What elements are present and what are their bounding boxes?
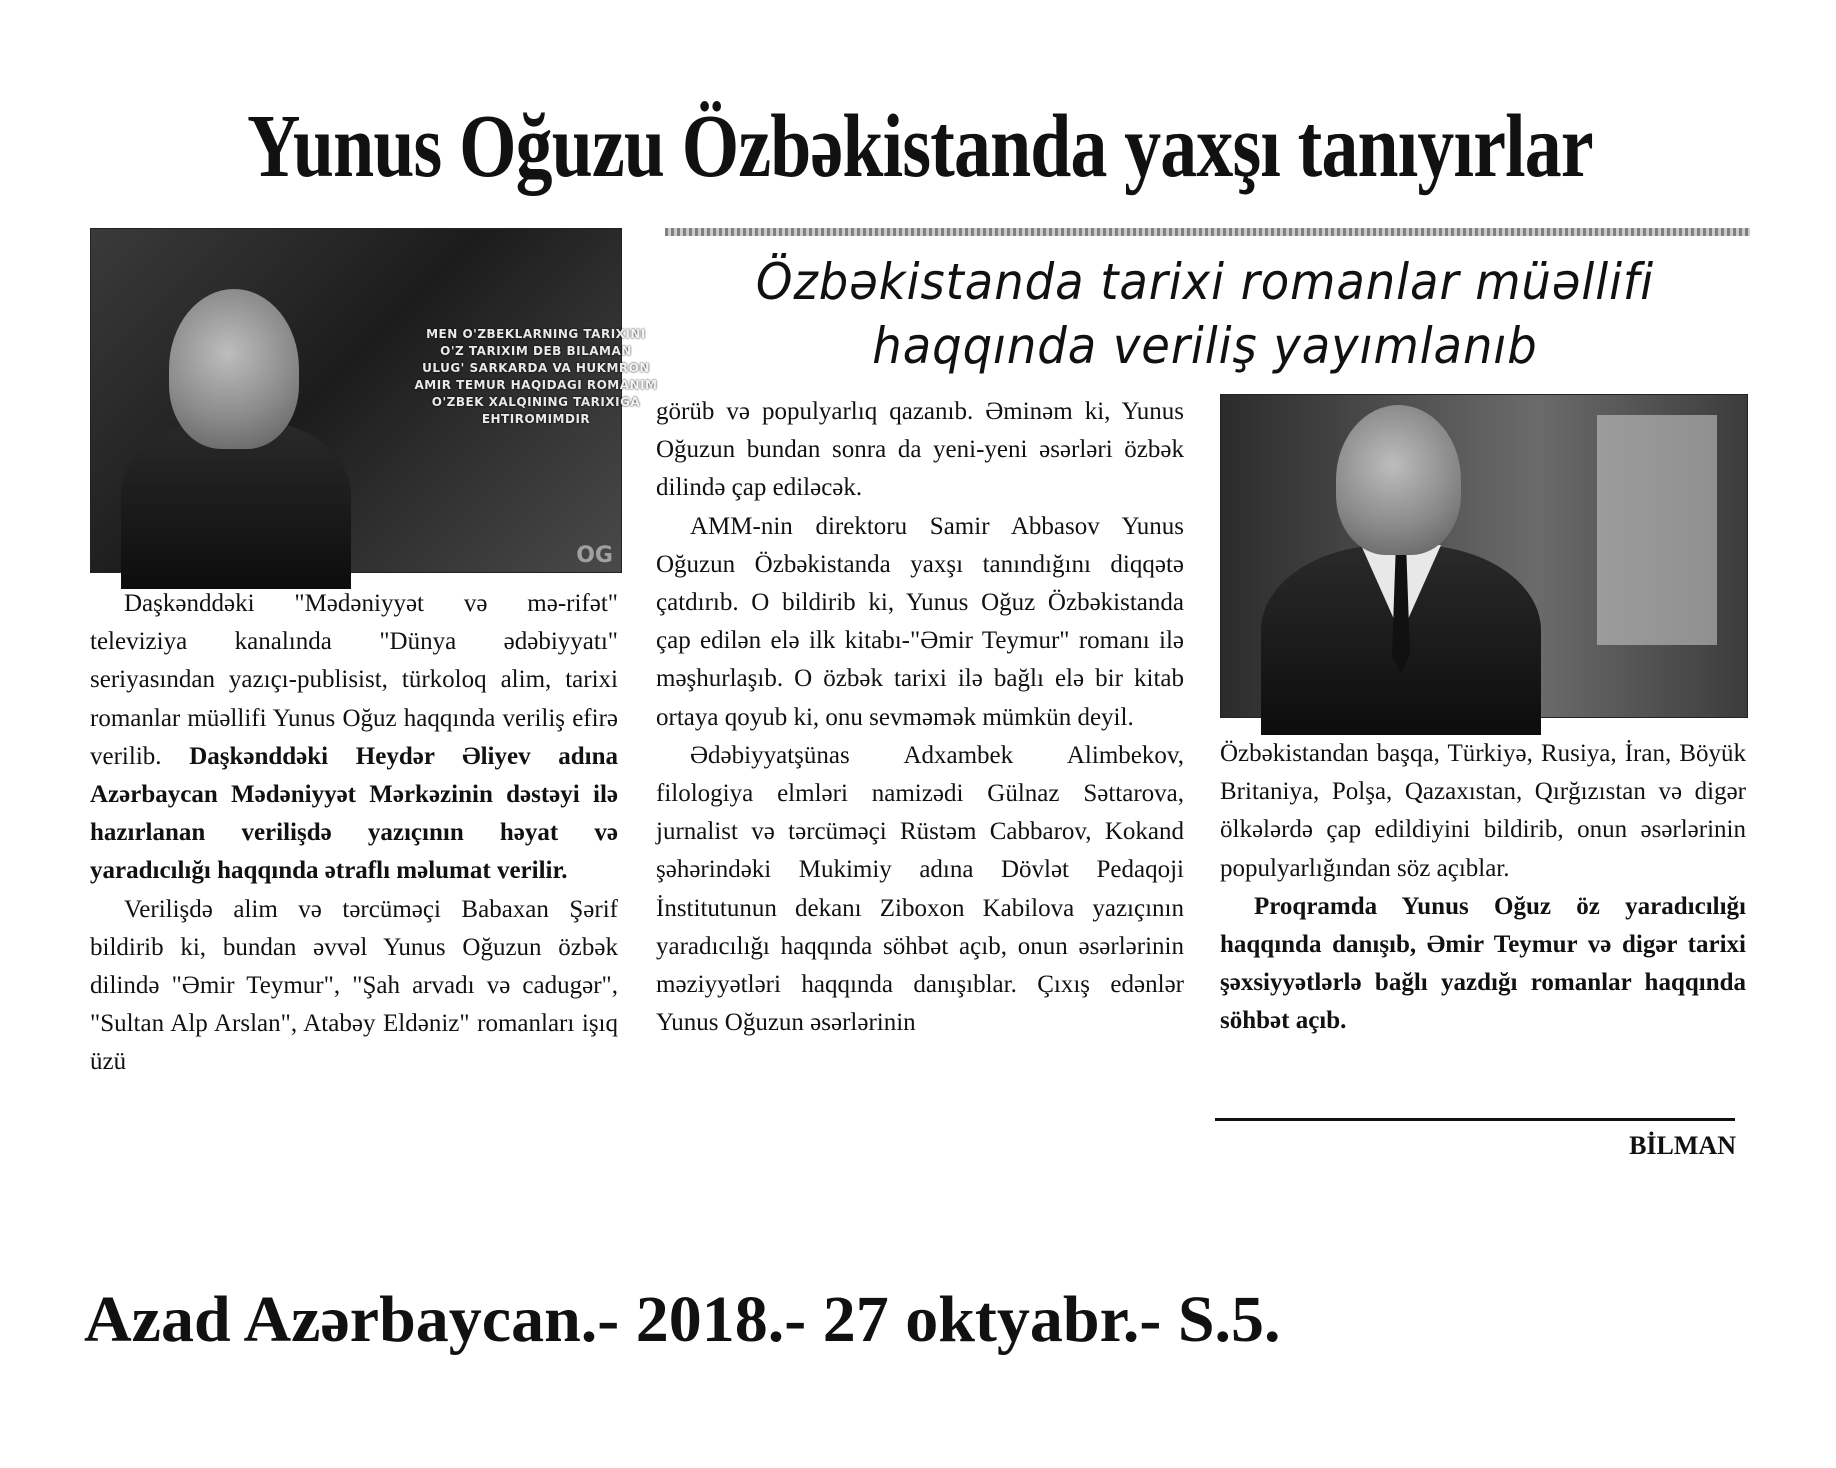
overlay-line: O'ZBEK XALQINING TARIXIGA [431,395,641,409]
column2-paragraph2: AMM-nin direktoru Samir Abbasov Yunus Oğuzun Özbəkistanda yaxşı tanındığını diqqətə çatdırıb. O bildirib ki, Yunus Oğuz Özbəkistanda çap edilən elə ilk kitabı-"Əmir Teymur" romanı ilə məşhurlaşıb. O özbək tarixi ilə bağlı elə bir kitab ortaya qoyub ki, onu sevməmək mümkün deyil. [656,512,1184,731]
column1-paragraph2: Verilişdə alim və tərcüməçi Babaxan Şərif bildirib ki, bundan əvvəl Yunus Oğuzun özbək dilində "Əmir Teymur", "Şah arvadı və cadugər", "Sultan Alp Arslan", Atabəy Eldəniz" romanları işıq üzü [90,895,618,1076]
overlay-line: EHTIROMIMDIR [481,412,591,426]
lead-intro: Daşkənddəki "Mədəniyyət və mə-rifət" televiziya kanalında "Dünya ədəbiyyatı" seriyasından yazıçı-publisist, türkoloq alim, tarixi romanlar müəllifi Yunus Oğuz haqqında veriliş efirə verilib. [90,590,618,770]
subheadline-line1: Özbəkistanda tarixi romanlar müəllifi [755,253,1655,311]
article-column-3 [1220,735,1746,1041]
photo-corner-text: OG [576,543,613,568]
article-column-1 [90,585,618,1082]
photo-overlay-text [371,241,701,428]
tv-interview-photo [90,228,658,573]
overlay-line: MEN O'ZBEKLARNING TARIXINI [426,327,646,341]
subhead-rule [665,228,1750,236]
source-citation: Azad Azərbaycan.- 2018.- 27 oktyabr.- S.5. [84,1283,1281,1356]
signature-rule [1215,1118,1735,1121]
subheadline [680,250,1731,378]
director-portrait-photo [1220,394,1748,718]
lead-bold: Daşkənddəki Heydər Əliyev adına Azərbaycan Mədəniyyət Mərkəzinin dəstəyi ilə hazırlanan verilişdə yazıçının həyat və yaradıcılığı haqqında ətraflı məlumat verilir. [90,742,619,885]
column2-paragraph3: Ədəbiyyatşünas Adxambek Alimbekov, filologiya elmləri namizədi Gülnaz Səttarova, jurnalist və tərcüməçi Rüstəm Cabbarov, Kokand şəhərindəki Mukimiy adına Dövlət Pedaqoji İnstitutunun dekanı Ziboxon Kabilova yazıçının yaradıcılığı haqqında söhbət açıb, onun əsərlərinin məziyyətləri haqqında danışıblar. Çıxış edənlər Yunus Oğuzun əsərlərinin [656,741,1184,1037]
column3-paragraph2: Proqramda Yunus Oğuz öz yaradıcılığı haqqında danışıb, Əmir Teymur və digər tarixi şəxsiyyətlərlə bağlı yazdığı romanlar haqqında söhbət açıb. [1220,892,1746,1035]
bookshelf-shape [1597,415,1717,645]
author-signature: BİLMAN [1629,1131,1736,1160]
overlay-line: ULUG' SARKARDA VA HUKMRON [422,361,650,375]
subheadline-line2: haqqında veriliş yayımlanıb [872,317,1538,375]
column2-paragraph1: görüb və populyarlıq qazanıb. Əminəm ki, Yunus Oğuzun bundan sonra da yeni-yeni əsərləri özbək dilində çap ediləcək. [656,398,1184,502]
column3-paragraph1: Özbəkistandan başqa, Türkiyə, Rusiya, İran, Böyük Britaniya, Polşa, Qazaxıstan, Qırğızıstan və digər ölkələrdə çap edildiyini bildirib, onun əsərlərinin populyarlığından söz açıblar. [1220,740,1746,882]
man-head [1336,405,1461,555]
overlay-line: AMIR TEMUR HAQIDAGI ROMANIM [414,378,658,392]
overlay-line: O'Z TARIXIM DEB BILAMAN [440,344,632,358]
headline: Yunus Oğuzu Özbəkistanda yaxşı tanıyırlar [247,97,1593,196]
article-column-2 [656,393,1184,1042]
presenter-head [169,289,299,449]
